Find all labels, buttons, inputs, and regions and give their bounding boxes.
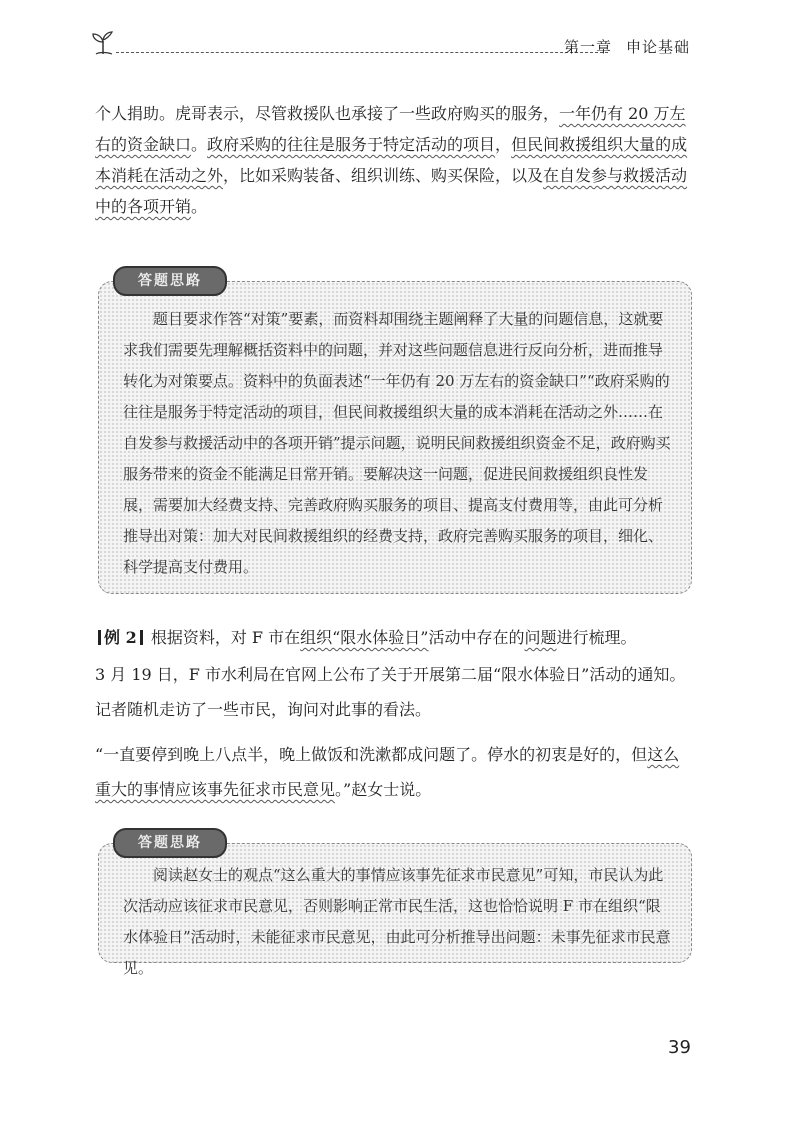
key-phrase: 这么重大的事情应该事先征求市民意见 — [95, 745, 680, 799]
key-phrase: 问题 — [524, 628, 557, 647]
section-title: 申论基础 — [625, 38, 690, 56]
bracket-mark — [140, 630, 143, 645]
key-phrase: 但民间救援组织大量的成本消耗在活动之外 — [95, 135, 688, 185]
sprout-icon — [90, 30, 116, 56]
key-phrase: 一年仍有 20 万左右的资金缺口 — [95, 104, 686, 154]
key-phrase: 组织“限水体验日” — [300, 628, 429, 647]
page-number: 39 — [668, 1037, 691, 1058]
body-paragraph: “一直要停到晚上八点半，晚上做饭和洗漱都成问题了。停水的初衷是好的，但这么重大的事情应该事先征求市民意见。”赵女士说。 — [95, 745, 680, 799]
analysis-box — [98, 835, 692, 977]
analysis-tag: 答题思路 — [113, 266, 227, 296]
bracket-mark — [98, 630, 101, 645]
analysis-tag: 答题思路 — [113, 828, 227, 858]
analysis-text: 题目要求作答“对策”要素，而资料却围绕主题阐释了大量的问题信息，这就要求我们需要先理解概括资料中的问题，并对这些问题信息进行反向分析，进而推导转化为对策要点。资料中的负面表述“一年仍有 20 万左右的资金缺口”“政府采购的往往是服务于特定活动的项目，但民间救援组织大量的成本消耗在活动之外……在自发参与救援活动中的各项开销”提示问题，说明民间救援组织资金不足，政府购买服务带来的资金不能满足日常开销。要解决这一问题，促进民间救援组织良性发展，需要加大经费支持、完善政府购买服务的项目、提高支付费用等，由此可分析推导出对策：加大对民间救援组织的经费支持，政府完善购买服务的项目，细化、科学提高支付费用。 — [123, 310, 671, 576]
analysis-text: 阅读赵女士的观点“这么重大的事情应该事先征求市民意见”可知，市民认为此次活动应该征求市民意见，否则影响正常市民生活，这也恰恰说明 F 市在组织“限水体验日”活动时，未能征求市民意见，由此可分析推导出问题：未事先征求市民意见。 — [123, 866, 671, 977]
example-question: 例 2 根据资料，对 F 市在组织“限水体验日”活动中存在的问题进行梳理。 — [95, 622, 695, 653]
analysis-box — [98, 273, 692, 594]
header-rule — [116, 52, 608, 53]
key-phrase: 在自发参与救援活动中的各项开销 — [95, 166, 688, 216]
running-header — [90, 30, 690, 70]
chapter-number: 第一章 — [563, 38, 612, 56]
example-label: 例 2 — [104, 628, 137, 647]
key-phrase: 政府采购的往往是服务于特定活动的项目 — [207, 135, 496, 154]
body-paragraph: 3 月 19 日，F 市水利局在官网上公布了关于开展第二届“限水体验日”活动的通知。记者随机走访了一些市民，询问对此事的看法。 — [95, 665, 686, 719]
body-paragraph: 个人捐助。虎哥表示，尽管救援队也承接了一些政府购买的服务，一年仍有 20 万左右的资金缺口。政府采购的往往是服务于特定活动的项目，但民间救援组织大量的成本消耗在活动之外，比如采购装备、组织训练、购买保险，以及在自发参与救援活动中的各项开销。 — [95, 104, 688, 216]
chapter-title — [564, 36, 690, 57]
